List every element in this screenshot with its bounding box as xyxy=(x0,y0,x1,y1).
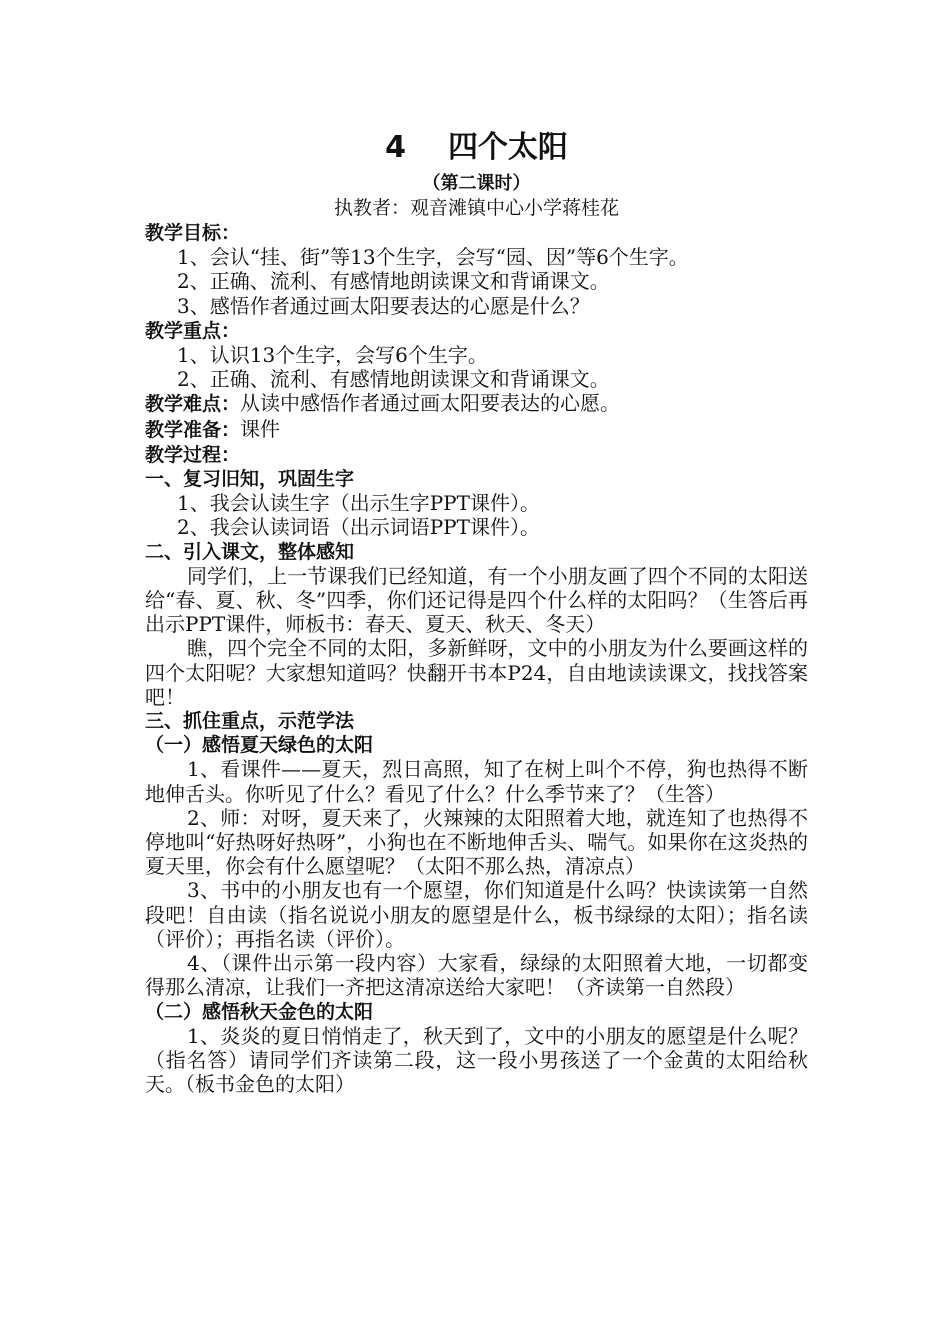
section3-sub1-paragraph: 4、（课件出示第一段内容）大家看，绿绿的太阳照着大地，一切都变得那么清凉，让我们一齐把这清凉送给大家吧！（齐读第一自然段） xyxy=(145,951,808,1000)
section3-sub1-paragraph: 1、看课件——夏天，烈日高照，知了在树上叫个不停，狗也热得不断地伸舌头。你听见了什么？看见了什么？什么季节来了？（生答） xyxy=(145,757,808,806)
keypoint-item: 1、认识13个生字，会写6个生字。 xyxy=(177,343,488,368)
section3-heading: 三、抓住重点，示范学法 xyxy=(145,710,355,733)
section2-heading: 二、引入课文，整体感知 xyxy=(145,540,355,563)
section3-sub1-paragraph: 3、书中的小朋友也有一个愿望，你们知道是什么吗？快读读第一自然段吧！自由读（指名说说小朋友的愿望是什么，板书绿绿的太阳）；指名读（评价）；再指名读（评价）。 xyxy=(145,878,808,951)
section2-paragraph: 瞧，四个完全不同的太阳，多新鲜呀，文中的小朋友为什么要画这样的四个太阳呢？大家想知道吗？快翻开书本P24，自由地读读课文，找找答案吧！ xyxy=(145,636,808,709)
difficulty-label: 教学难点： xyxy=(145,393,241,416)
difficulty-text: 从读中感悟作者通过画太阳要表达的心愿。 xyxy=(240,391,621,416)
section1-item: 2、我会认读词语（出示词语PPT课件）。 xyxy=(177,515,540,540)
difficulty-line xyxy=(145,391,808,416)
objective-item: 3、感悟作者通过画太阳要表达的心愿是什么？ xyxy=(177,293,590,318)
section3-sub1-heading: （一）感悟夏天绿色的太阳 xyxy=(145,734,374,757)
objective-item: 2、正确、流利、有感情地朗读课文和背诵课文。 xyxy=(177,269,610,294)
section2-paragraph: 同学们，上一节课我们已经知道，有一个小朋友画了四个不同的太阳送给“春、夏、秋、冬”四季，你们还记得是四个什么样的太阳吗？（生答后再出示PPT课件，师板书：春天、夏天、秋天、冬天） xyxy=(145,563,808,637)
document-page xyxy=(145,128,808,1096)
lesson-title xyxy=(145,128,808,172)
preparation-text: 课件 xyxy=(240,416,281,441)
process-label: 教学过程： xyxy=(145,443,241,466)
keypoint-item: 2、正确、流利、有感情地朗读课文和背诵课文。 xyxy=(177,367,610,392)
section3-sub2-heading: （二）感悟秋天金色的太阳 xyxy=(145,1000,374,1023)
lesson-number: 4 xyxy=(385,130,406,165)
objectives-label: 教学目标： xyxy=(145,222,241,244)
lesson-title-text: 四个太阳 xyxy=(447,130,568,165)
author-line: 执教者：观音滩镇中心小学蒋桂花 xyxy=(333,197,619,219)
preparation-line xyxy=(145,417,808,442)
section1-heading: 一、复习旧知，巩固生字 xyxy=(145,468,355,491)
section3-sub2-paragraph: 1、炎炎的夏日悄悄走了，秋天到了，文中的小朋友的愿望是什么呢？（指名答）请同学们齐读第二段，这一段小男孩送了一个金黄的太阳给秋天。（板书金色的太阳） xyxy=(145,1023,808,1097)
lesson-subtitle: （第二课时） xyxy=(422,173,531,194)
preparation-label: 教学准备： xyxy=(145,418,241,441)
section3-sub1-paragraph: 2、师：对呀，夏天来了，火辣辣的太阳照着大地，就连知了也热得不停地叫“好热呀好热呀”，小狗也在不断地伸舌头、喘气。如果你在这炎热的夏天里，你会有什么愿望呢？（太阳不那么热，清凉点） xyxy=(145,805,808,879)
section1-item: 1、我会认读生字（出示生字PPT课件）。 xyxy=(177,491,540,516)
objective-item: 1、会认“挂、街”等13个生字，会写“园、因”等6个生字。 xyxy=(177,245,689,270)
keypoints-label: 教学重点： xyxy=(145,319,241,342)
